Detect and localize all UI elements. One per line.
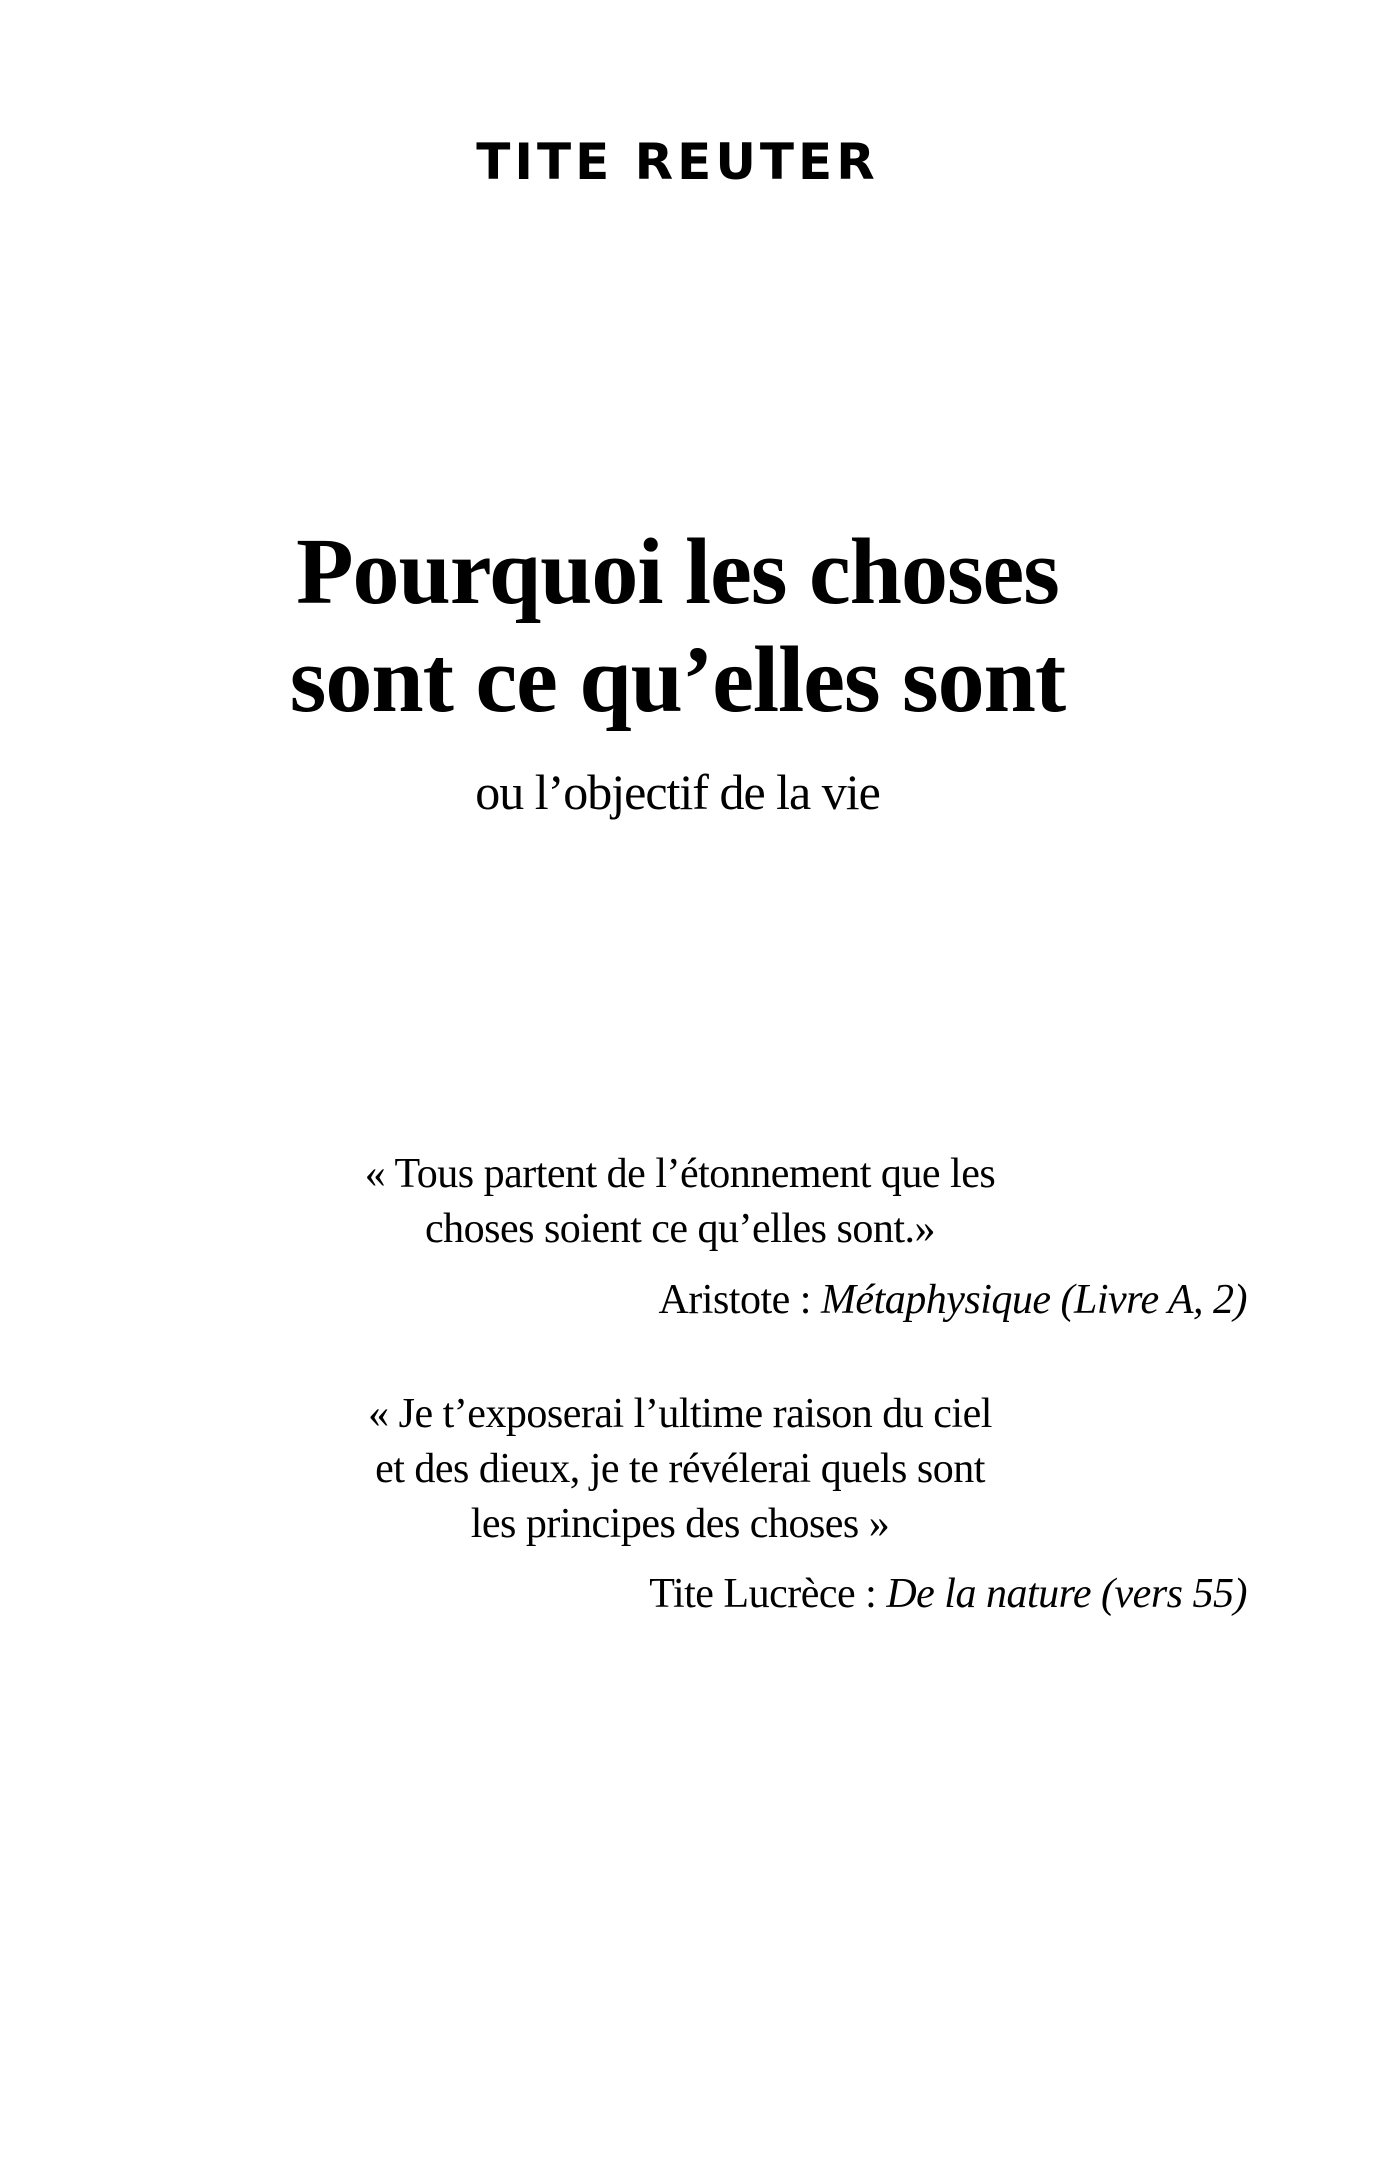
epigraph-attribution-aristote <box>658 1273 1247 1328</box>
epigraph-attribution-lucrece <box>649 1567 1247 1622</box>
epigraph-quote-line: et des dieux, je te révélerai quels sont <box>375 1446 985 1492</box>
book-subtitle: ou l’objectif de la vie <box>475 764 880 820</box>
epigraph-quote-line: les principes des choses » <box>470 1501 890 1547</box>
book-author: TITE REUTER <box>476 133 879 191</box>
book-title <box>0 518 1355 734</box>
attribution-author: Tite Lucrèce : <box>649 1571 887 1617</box>
attribution-work: De la nature (vers 55) <box>886 1571 1247 1617</box>
book-title-line-2: sont ce qu’elles sont <box>289 628 1066 732</box>
epigraph-quote-line: choses soient ce qu’elles sont.» <box>424 1206 936 1252</box>
attribution-work: Métaphysique (Livre A, 2) <box>820 1277 1247 1323</box>
epigraph-quote-line: « Tous partent de l’étonnement que les <box>364 1151 996 1197</box>
epigraph-quote-line: « Je t’exposerai l’ultime raison du ciel <box>368 1391 992 1437</box>
epigraph-quote-aristote <box>330 1147 1030 1257</box>
attribution-author: Aristote : <box>658 1277 821 1323</box>
book-title-line-1: Pourquoi les choses <box>296 520 1059 624</box>
epigraph-quote-lucrece <box>330 1387 1030 1552</box>
